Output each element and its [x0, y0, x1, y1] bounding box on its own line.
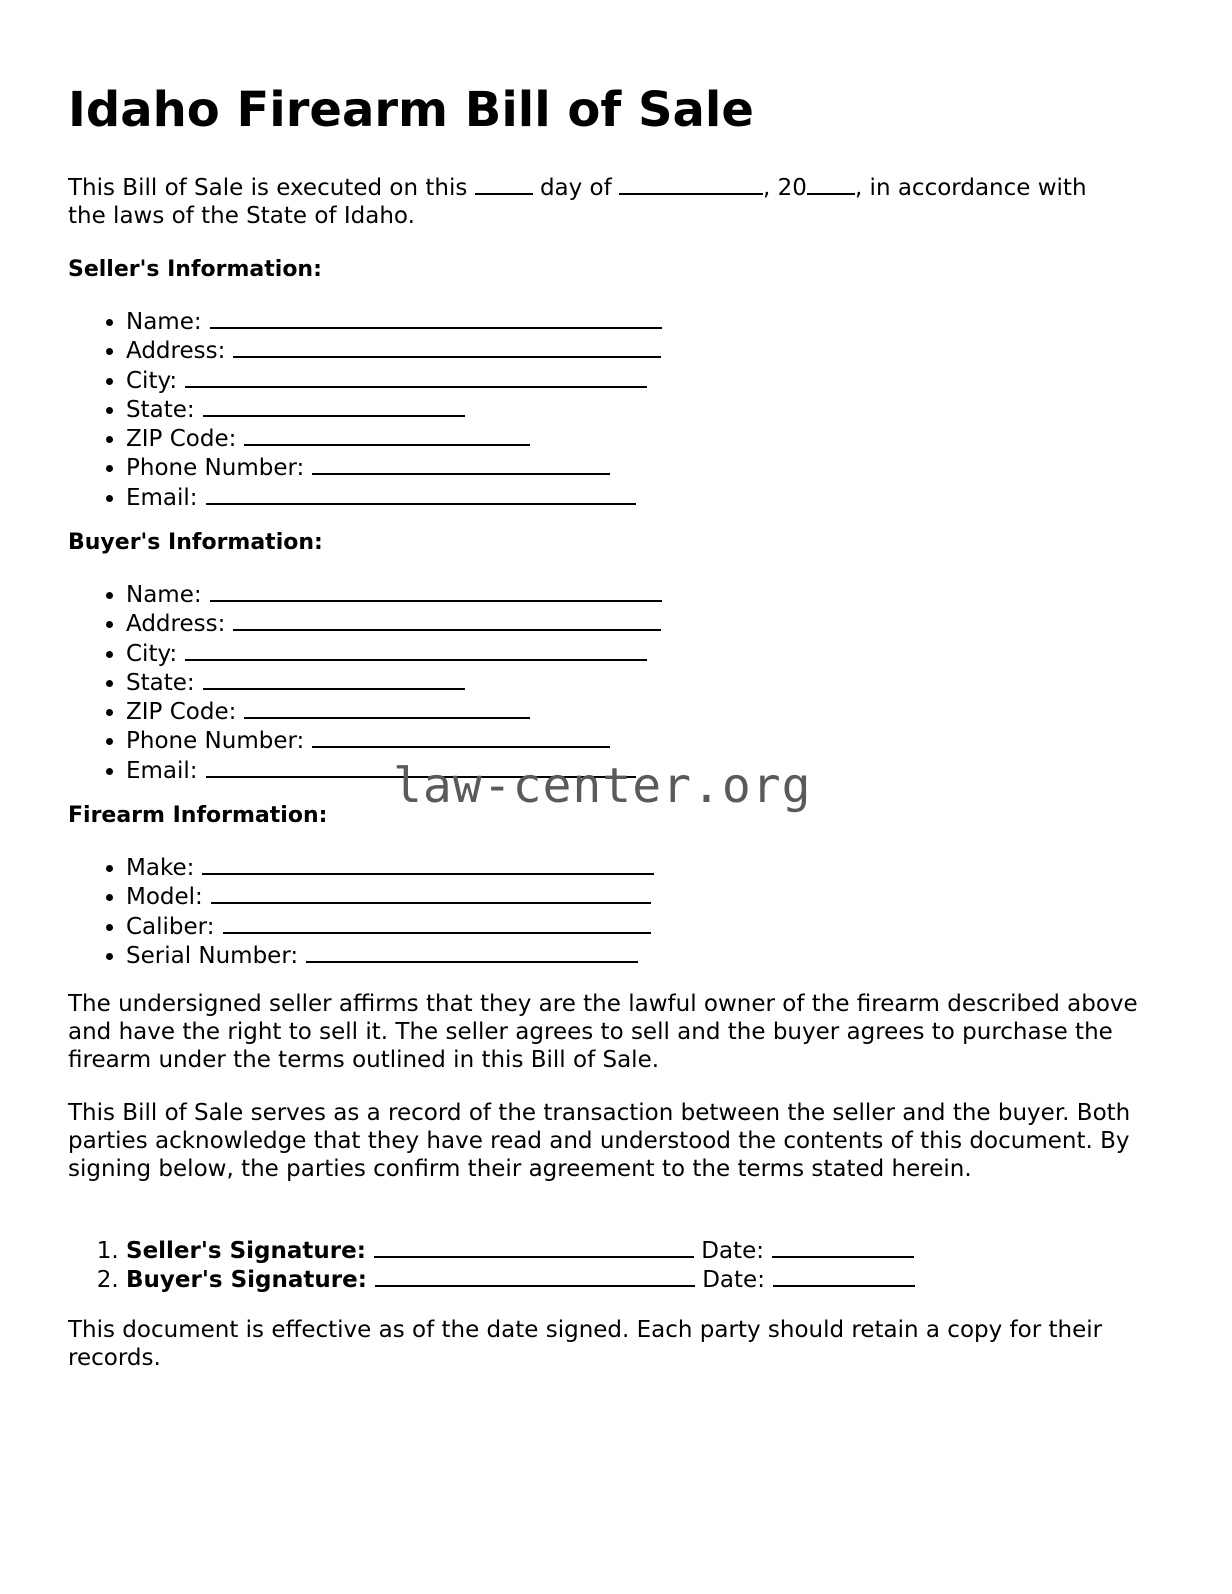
- buyer-date-label: Date:: [702, 1267, 765, 1294]
- signature-list: [68, 1236, 915, 1295]
- seller-date-label: Date:: [701, 1238, 764, 1264]
- field-label: Make:: [126, 855, 195, 881]
- intro-paragraph: [68, 174, 1158, 230]
- intro-text-1: This Bill of Sale is executed on this: [68, 175, 468, 201]
- seller-address-blank[interactable]: [233, 336, 661, 358]
- intro-text-4: , in accordance with: [854, 175, 1087, 201]
- buyer-zip-item: [126, 697, 662, 726]
- year-blank[interactable]: [807, 175, 855, 195]
- buyer-name-item: [126, 580, 662, 609]
- seller-heading: Seller's Information:: [68, 257, 322, 282]
- document-title: Idaho Firearm Bill of Sale: [68, 82, 754, 138]
- firearm-model-item: [126, 882, 654, 911]
- buyer-address-blank[interactable]: [233, 609, 661, 631]
- seller-state-blank[interactable]: [203, 395, 465, 417]
- record-paragraph: This Bill of Sale serves as a record of the transaction between the seller and the buyer. Both parties acknowledge that they have read and understood the contents of this document. By signing below, the parties confirm their agreement to the terms stated herein.: [68, 1100, 1131, 1182]
- intro-text-2: day of: [539, 175, 612, 201]
- field-label: Address:: [126, 611, 226, 638]
- seller-city-blank[interactable]: [185, 366, 647, 388]
- seller-email-blank[interactable]: [206, 483, 636, 505]
- firearm-heading: Firearm Information:: [68, 803, 328, 828]
- firearm-model-blank[interactable]: [211, 882, 651, 904]
- field-label: ZIP Code:: [126, 699, 237, 726]
- field-label: City:: [126, 367, 178, 394]
- seller-signature-label: Seller's Signature:: [126, 1238, 366, 1264]
- intro-text-5: the laws of the State of Idaho.: [68, 203, 415, 229]
- seller-date-blank[interactable]: [772, 1236, 914, 1258]
- buyer-phone-item: [126, 726, 662, 755]
- firearm-serial-item: [126, 941, 654, 970]
- seller-signature-item: [126, 1236, 915, 1265]
- seller-email-item: [126, 483, 662, 512]
- field-label: Name:: [126, 582, 202, 608]
- buyer-zip-blank[interactable]: [244, 697, 530, 719]
- buyer-city-item: [126, 639, 662, 668]
- field-label: Name:: [126, 309, 202, 335]
- field-label: Model:: [126, 884, 203, 911]
- buyer-signature-item: [126, 1265, 915, 1294]
- field-label: State:: [126, 669, 195, 696]
- seller-zip-item: [126, 424, 662, 453]
- seller-state-item: [126, 395, 662, 424]
- buyer-state-item: [126, 668, 662, 697]
- intro-text-3: , 20: [763, 175, 807, 201]
- seller-phone-item: [126, 453, 662, 482]
- field-label: City:: [126, 640, 178, 667]
- field-label: ZIP Code:: [126, 426, 237, 453]
- seller-zip-blank[interactable]: [244, 424, 530, 446]
- field-label: State:: [126, 396, 195, 423]
- affirmation-paragraph: The undersigned seller affirms that they are the lawful owner of the firearm described above and have the right to sell it. The seller agrees to sell and the buyer agrees to purchase the firearm under the terms outlined in this Bill of Sale.: [68, 991, 1138, 1073]
- seller-city-item: [126, 366, 662, 395]
- day-blank[interactable]: [475, 175, 533, 195]
- buyer-name-blank[interactable]: [210, 580, 662, 602]
- buyer-phone-blank[interactable]: [312, 726, 610, 748]
- field-label: Serial Number:: [126, 942, 299, 969]
- field-label: Email:: [126, 484, 198, 511]
- buyer-signature-label: Buyer's Signature:: [126, 1267, 367, 1294]
- firearm-make-item: [126, 853, 654, 882]
- firearm-caliber-item: [126, 912, 654, 941]
- seller-name-item: [126, 307, 662, 336]
- buyer-date-blank[interactable]: [773, 1265, 915, 1287]
- buyer-city-blank[interactable]: [185, 639, 647, 661]
- seller-address-item: [126, 336, 662, 365]
- buyer-heading: Buyer's Information:: [68, 530, 323, 555]
- field-label: Caliber:: [126, 913, 215, 940]
- firearm-make-blank[interactable]: [202, 853, 654, 875]
- buyer-state-blank[interactable]: [203, 668, 465, 690]
- seller-signature-blank[interactable]: [374, 1236, 694, 1258]
- field-label: Address:: [126, 338, 226, 365]
- seller-phone-blank[interactable]: [312, 453, 610, 475]
- firearm-serial-blank[interactable]: [306, 941, 638, 963]
- watermark-text: law-center.org: [393, 758, 812, 814]
- buyer-field-list: [68, 580, 662, 785]
- month-blank[interactable]: [619, 175, 763, 195]
- firearm-caliber-blank[interactable]: [223, 912, 651, 934]
- field-label: Phone Number:: [126, 455, 305, 482]
- firearm-field-list: [68, 853, 654, 970]
- buyer-signature-blank[interactable]: [375, 1265, 695, 1287]
- seller-name-blank[interactable]: [210, 307, 662, 329]
- closing-paragraph: This document is effective as of the date signed. Each party should retain a copy for their records.: [68, 1317, 1103, 1371]
- field-label: Phone Number:: [126, 728, 305, 755]
- buyer-address-item: [126, 609, 662, 638]
- seller-field-list: [68, 307, 662, 512]
- field-label: Email:: [126, 757, 198, 784]
